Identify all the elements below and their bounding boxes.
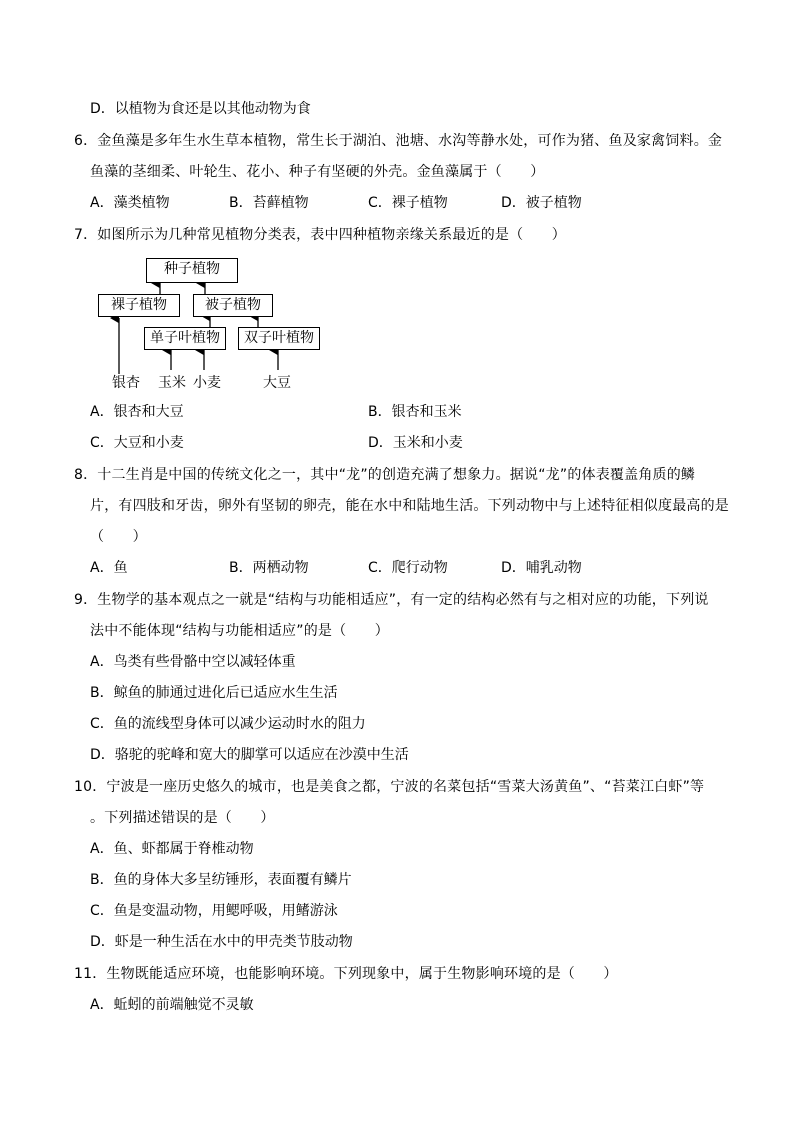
q6-option-a: A．藻类植物: [90, 195, 170, 211]
q10-stem-line2: 。下列描述错误的是（ ）: [90, 810, 275, 826]
node-seed-plants: 种子植物: [146, 258, 238, 283]
q6-stem-line1: 6．金鱼藻是多年生水生草本植物，常生长于湖泊、池塘、水沟等静水处，可作为猪、鱼及家禽饲料。金: [74, 133, 723, 149]
leaf-soybean: 大豆: [263, 375, 291, 391]
q8-option-d: D．哺乳动物: [501, 560, 582, 576]
q6-option-d: D．被子植物: [501, 195, 582, 211]
node-dicots: 双子叶植物: [238, 327, 320, 350]
q7-stem-line1: 7．如图所示为几种常见植物分类表，表中四种植物亲缘关系最近的是（ ）: [74, 227, 566, 243]
leaf-wheat: 小麦: [193, 375, 221, 391]
q7-option-b: B．银杏和玉米: [368, 404, 462, 420]
q6-option-b: B．苔藓植物: [229, 195, 309, 211]
q10-option-b: B．鱼的身体大多呈纺锤形，表面覆有鳞片: [90, 872, 352, 888]
q10-option-c: C．鱼是变温动物，用鳃呼吸，用鳍游泳: [90, 903, 338, 919]
node-gymnosperms: 裸子植物: [98, 294, 180, 317]
q8-stem-line1: 8．十二生肖是中国的传统文化之一，其中“龙”的创造充满了想象力。据说“龙”的体表覆盖角质的鳞: [74, 467, 696, 483]
leaf-ginkgo: 银杏: [112, 375, 140, 391]
q7-option-a: A．银杏和大豆: [90, 404, 184, 420]
q6-stem-line2: 鱼藻的茎细柔、叶轮生、花小、种子有坚硬的外壳。金鱼藻属于（ ）: [90, 164, 545, 180]
q9-stem-line1: 9．生物学的基本观点之一就是“结构与功能相适应”，有一定的结构必然有与之相对应的功能，下列说: [74, 592, 709, 608]
q8-stem-line3: （ ）: [90, 529, 147, 545]
q8-option-c: C．爬行动物: [368, 560, 448, 576]
node-angiosperms: 被子植物: [193, 294, 273, 317]
q7-option-c: C．大豆和小麦: [90, 435, 184, 451]
q9-stem-line2: 法中不能体现“结构与功能相适应”的是（ ）: [90, 623, 389, 639]
q8-option-a: A．鱼: [90, 560, 128, 576]
q9-option-c: C．鱼的流线型身体可以减少运动时水的阻力: [90, 716, 366, 732]
leaf-corn: 玉米: [158, 375, 186, 391]
q8-stem-line2: 片，有四肢和牙齿，卵外有坚韧的卵壳，能在水中和陆地生活。下列动物中与上述特征相似度最高的是: [90, 498, 729, 514]
q9-option-b: B．鲸鱼的肺通过进化后已适应水生生活: [90, 685, 338, 701]
q9-option-a: A．鸟类有些骨骼中空以减轻体重: [90, 654, 296, 670]
q10-stem-line1: 10．宁波是一座历史悠久的城市，也是美食之都，宁波的名菜包括“雪菜大汤黄鱼”、“苔菜江白虾”等: [74, 779, 705, 795]
q9-option-d: D．骆驼的驼峰和宽大的脚掌可以适应在沙漠中生活: [90, 747, 409, 763]
q11-option-a: A．蚯蚓的前端触觉不灵敏: [90, 997, 254, 1013]
q10-option-a: A．鱼、虾都属于脊椎动物: [90, 841, 254, 857]
q11-stem-line1: 11．生物既能适应环境，也能影响环境。下列现象中，属于生物影响环境的是（ ）: [74, 966, 618, 982]
node-monocots: 单子叶植物: [144, 327, 226, 350]
q7-option-d: D．玉米和小麦: [368, 435, 463, 451]
q8-option-b: B．两栖动物: [229, 560, 309, 576]
q5-option-d: D．以植物为食还是以其他动物为食: [90, 101, 311, 117]
q6-option-c: C．裸子植物: [368, 195, 448, 211]
q10-option-d: D．虾是一种生活在水中的甲壳类节肢动物: [90, 934, 353, 950]
